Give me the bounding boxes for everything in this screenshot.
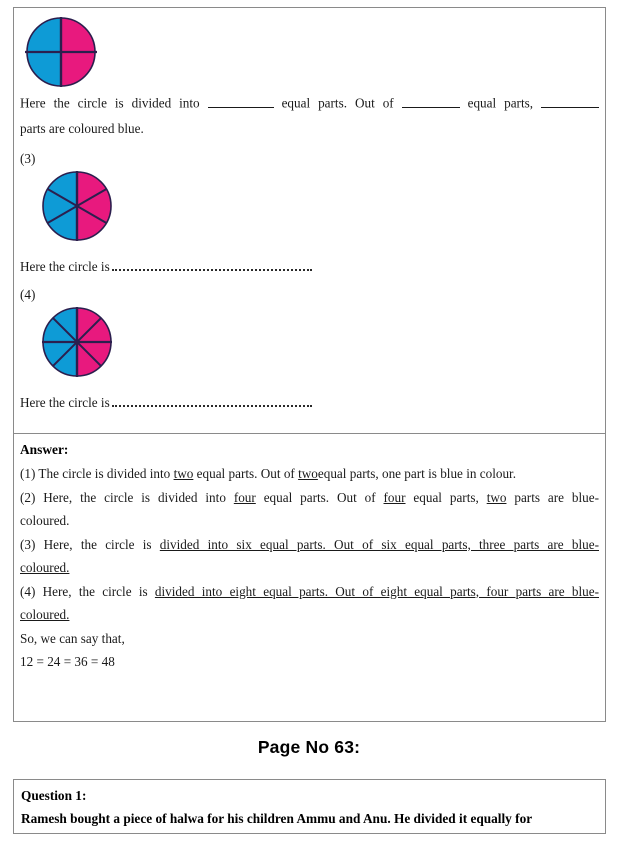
- a2-underline-3: two: [486, 489, 507, 505]
- blank-field-2[interactable]: [402, 94, 460, 108]
- answer-heading: Answer:: [20, 442, 69, 457]
- page-number-heading: Page No 63:: [257, 737, 361, 757]
- figure-circle-eight-parts: [39, 304, 117, 385]
- fill-in-blank-line-2: parts are coloured blue.: [20, 121, 144, 136]
- a2-mid-2: equal parts,: [405, 489, 487, 505]
- line1-part-a: Here the circle is divided into: [20, 95, 200, 111]
- question-panel: [13, 7, 606, 722]
- answer-line-4: [20, 580, 599, 604]
- a4-cont-underline: coloured.: [20, 607, 70, 622]
- answer-prompt-line-3: [20, 258, 599, 275]
- figure-circle-two-parts: [23, 14, 101, 95]
- a2-mid: equal parts. Out of: [255, 489, 384, 505]
- a1-underline-1: two: [173, 466, 194, 481]
- answer-line-3: [20, 533, 599, 557]
- answer-section-divider: [14, 433, 605, 434]
- a2-suffix: parts are blue-: [506, 489, 599, 505]
- answer-equation: 12 = 24 = 36 = 48: [20, 654, 115, 669]
- line1-part-b: equal parts. Out of: [281, 95, 394, 111]
- a4-prefix: (4) Here, the circle is: [20, 583, 155, 599]
- answer-line-2: [20, 486, 599, 510]
- prompt-text-3: Here the circle is: [20, 259, 110, 274]
- dotted-answer-line-4[interactable]: [112, 396, 312, 408]
- line1-part-c: equal parts,: [467, 95, 534, 111]
- blank-field-3[interactable]: [541, 94, 599, 108]
- bottom-question-panel: [13, 779, 606, 834]
- dotted-answer-line-3[interactable]: [112, 260, 312, 272]
- fill-in-blank-line-1: [20, 94, 599, 112]
- a2-underline-2: four: [383, 489, 406, 505]
- circle-two-parts-svg: [23, 14, 101, 90]
- a3-cont-underline: coloured.: [20, 560, 70, 575]
- pink-half: [77, 172, 111, 240]
- bottom-question-title: Question 1:: [21, 788, 87, 803]
- a2-prefix: (2) Here, the circle is divided into: [20, 489, 234, 505]
- figure-circle-six-parts: [39, 168, 117, 249]
- a2-underline-1: four: [233, 489, 256, 505]
- a1-underline-2: two: [298, 466, 318, 481]
- blank-field-1[interactable]: [208, 94, 274, 108]
- answer-closing: So, we can say that,: [20, 630, 125, 646]
- prompt-text-4: Here the circle is: [20, 395, 110, 410]
- answer-line-2-cont: coloured.: [20, 513, 70, 528]
- answer-line-1: [20, 462, 599, 486]
- a1-mid: equal parts. Out of: [193, 466, 299, 481]
- a3-underline-1: divided into six equal parts. Out of six equal parts, three parts are blue-: [159, 536, 599, 552]
- bottom-question-body: Ramesh bought a piece of halwa for his children Ammu and Anu. He divided it equally for: [21, 811, 533, 826]
- answer-line-4-cont: [20, 603, 599, 627]
- a1-prefix: (1) The circle is divided into: [20, 466, 174, 481]
- answer-line-3-cont: [20, 556, 599, 580]
- a3-prefix: (3) Here, the circle is: [20, 536, 160, 552]
- item-label-3: (3): [20, 151, 36, 166]
- circle-eight-parts-svg: [39, 304, 117, 380]
- circle-six-parts-svg: [39, 168, 117, 244]
- answer-block: [20, 440, 599, 674]
- a1-suffix: equal parts, one part is blue in colour.: [317, 466, 517, 481]
- answer-prompt-line-4: [20, 394, 599, 411]
- item-label-4: (4): [20, 287, 36, 302]
- a4-underline-1: divided into eight equal parts. Out of eight equal parts, four parts are blue-: [154, 583, 599, 599]
- blue-half: [43, 172, 77, 240]
